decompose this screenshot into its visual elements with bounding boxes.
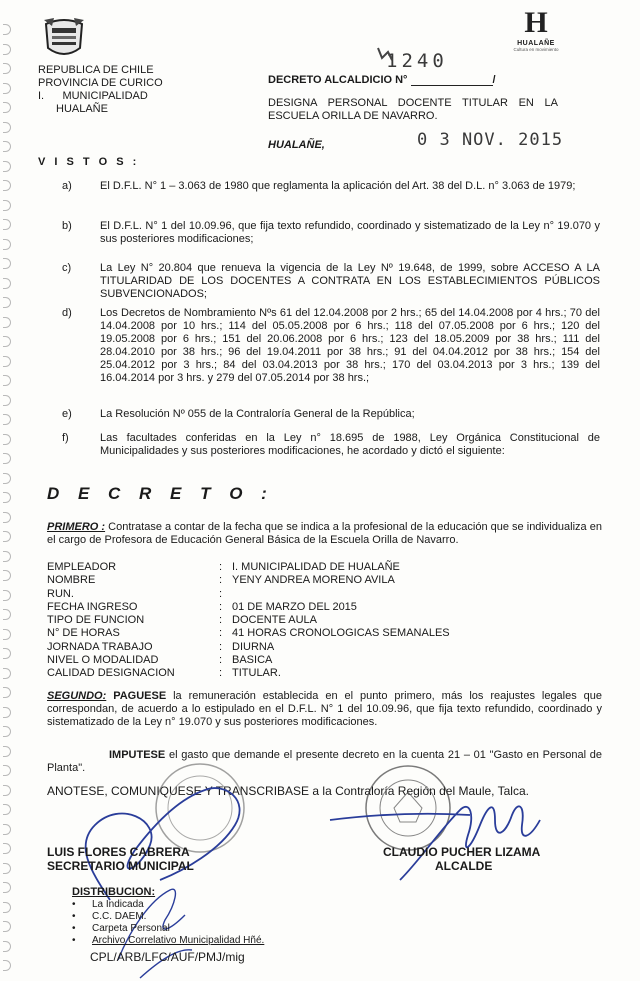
binder-hole <box>3 668 11 679</box>
detail-row: EMPLEADOR : I. MUNICIPALIDAD DE HUALAÑE <box>47 561 400 573</box>
detail-row: NIVEL O MODALIDAD : BASICA <box>47 654 273 667</box>
binder-holes <box>0 0 16 981</box>
binder-hole <box>3 219 11 230</box>
detail-key: TIPO DE FUNCION <box>47 614 145 627</box>
primero-text: Contratase a contar de la fecha que se indica a la profesional de la educación que se individualiza en el cargo de Profesora de Educación General Básica de la Escuela Orilla de Navarro. <box>47 521 602 546</box>
detail-key: JORNADA TRABAJO <box>47 640 153 653</box>
binder-hole <box>3 161 11 172</box>
binder-hole <box>3 902 11 913</box>
binder-hole <box>3 843 11 854</box>
detail-value: I. MUNICIPALIDAD DE HUALAÑE <box>232 561 400 573</box>
initials-line: CPL/ARB/LFC/AUF/PMJ/mig <box>90 950 245 964</box>
imputese-bold: IMPUTESE <box>109 749 166 761</box>
header-line: REPUBLICA DE CHILE <box>38 64 154 76</box>
binder-hole <box>3 44 11 55</box>
binder-hole <box>3 492 11 503</box>
header-line: PROVINCIA DE CURICO <box>38 77 163 89</box>
binder-hole <box>3 531 11 542</box>
segundo-label: SEGUNDO: <box>47 690 107 702</box>
item-letter: c) <box>62 262 72 274</box>
item-text: La Ley N° 20.804 que renueva la vigencia de la Ley Nº 19.648, de 1999, sobre ACCESO A LA TITULARIDAD DE LOS DOCENTES A CONTRATA EN LOS ESTABLECIMIENTOS PÚBLICOS SUBVENCIONADOS; <box>100 262 600 300</box>
binder-hole <box>3 278 11 289</box>
distribution-heading: DISTRIBUCION: <box>72 886 156 898</box>
binder-hole <box>3 629 11 640</box>
binder-hole <box>3 297 11 308</box>
left-signatory-title: SECRETARIO MUNICIPAL <box>47 859 194 873</box>
imputese-text: el gasto que demande el presente decreto en la cuenta 21 – 01 "Gasto en Personal de Planta". <box>47 749 602 774</box>
logo-letter: H <box>524 6 548 39</box>
distribution-item: • La Indicada <box>72 899 264 911</box>
item-letter: d) <box>62 307 72 319</box>
logo-tagline: Cultura en movimiento <box>513 47 559 52</box>
binder-hole <box>3 551 11 562</box>
binder-hole <box>3 414 11 425</box>
decree-subject: DESIGNA PERSONAL DOCENTE TITULAR EN LA ESCUELA ORILLA DE NAVARRO. <box>268 97 558 122</box>
binder-hole <box>3 746 11 757</box>
binder-hole <box>3 765 11 776</box>
binder-hole <box>3 609 11 620</box>
binder-hole <box>3 882 11 893</box>
binder-hole <box>3 707 11 718</box>
imputese-paragraph <box>47 749 602 775</box>
detail-value: YENY ANDREA MORENO AVILA <box>232 574 395 587</box>
detail-key: N° DE HORAS <box>47 627 120 640</box>
item-letter: f) <box>62 432 69 444</box>
detail-row: JORNADA TRABAJO : DIURNA <box>47 640 275 653</box>
left-signatory <box>47 845 194 873</box>
item-text: El D.F.L. N° 1 del 10.09.96, que fija texto refundido, coordinado y sistematizado de la Ley n° 19.070 y sus posteriores modificaciones; <box>100 220 600 245</box>
decree-label: DECRETO ALCALDICIO N° <box>268 74 408 86</box>
distribution-item: • C.C. DAEM. <box>72 911 264 923</box>
binder-hole <box>3 375 11 386</box>
item-text: La Resolución Nº 055 de la Contraloría General de la República; <box>100 408 415 420</box>
detail-key: NIVEL O MODALIDAD <box>47 654 159 667</box>
hualane-logo <box>512 8 560 52</box>
decree-number-blank <box>411 75 493 86</box>
binder-hole <box>3 512 11 523</box>
right-signatory-title: ALCALDE <box>435 859 493 873</box>
left-signatory-name: LUIS FLORES CABRERA <box>47 845 190 859</box>
binder-hole <box>3 83 11 94</box>
detail-value: 01 DE MARZO DEL 2015 <box>232 600 357 613</box>
item-letter: b) <box>62 220 72 232</box>
item-letter: a) <box>62 180 72 192</box>
binder-hole <box>3 258 11 269</box>
municipal-crest-logo <box>40 14 88 62</box>
binder-hole <box>3 63 11 74</box>
anotese-line: ANOTESE, COMUNIQUESE Y TRANSCRIBASE a la Contraloría Región del Maule, Talca. <box>47 784 529 798</box>
binder-hole <box>3 180 11 191</box>
detail-key: RUN. <box>47 587 74 600</box>
detail-row: NOMBRE : YENY ANDREA MORENO AVILA <box>47 574 395 587</box>
binder-hole <box>3 687 11 698</box>
binder-hole <box>3 785 11 796</box>
binder-hole <box>3 317 11 328</box>
binder-hole <box>3 726 11 737</box>
binder-hole <box>3 453 11 464</box>
logo-name: HUALAÑE <box>517 40 555 47</box>
decree-date-stamp: 0 3 NOV. 2015 <box>417 130 564 150</box>
binder-hole <box>3 804 11 815</box>
segundo-text: la remuneración establecida en el punto primero, más los reajustes legales que correspondan, de acuerdo a lo estipulado en el D.F.L. N° 1 del 10.09.96, que fija texto refundido, coordinado y sistematizado de la Ley n° 19.070 y sus posteriores modificaciones. <box>47 690 603 728</box>
right-seal-stamp <box>366 766 450 850</box>
binder-hole <box>3 200 11 211</box>
detail-row: CALIDAD DESIGNACION : TITULAR. <box>47 667 281 680</box>
binder-hole <box>3 122 11 133</box>
detail-value: TITULAR. <box>232 667 281 680</box>
detail-row: RUN. : <box>47 587 223 600</box>
detail-row: TIPO DE FUNCION : DOCENTE AULA <box>47 614 317 627</box>
detail-value: BASICA <box>232 654 273 667</box>
binder-hole <box>3 941 11 952</box>
binder-hole <box>3 863 11 874</box>
binder-hole <box>3 24 11 35</box>
distribution-item: • Carpeta Personal <box>72 923 264 935</box>
detail-row: FECHA INGRESO : 01 DE MARZO DEL 2015 <box>47 600 357 613</box>
binder-hole <box>3 960 11 971</box>
primero-paragraph <box>47 521 602 547</box>
detail-key: CALIDAD DESIGNACION <box>47 667 175 680</box>
binder-hole <box>3 434 11 445</box>
decreto-heading: D E C R E T O : <box>47 484 274 503</box>
employee-details <box>47 561 507 681</box>
vistos-heading: V I S T O S : <box>38 156 140 168</box>
distribution-list <box>72 899 264 947</box>
decree-place: HUALAÑE, <box>268 139 325 151</box>
detail-value: DOCENTE AULA <box>232 614 317 627</box>
binder-hole <box>3 921 11 932</box>
decree-number-stamp: 1240 <box>386 50 448 72</box>
binder-hole <box>3 336 11 347</box>
header-line: HUALAÑE <box>56 103 108 115</box>
binder-hole <box>3 824 11 835</box>
binder-hole <box>3 590 11 601</box>
binder-hole <box>3 356 11 367</box>
item-text: El D.F.L. N° 1 – 3.063 de 1980 que reglamenta la aplicación del Art. 38 del D.L. n° 3.063 de 1979; <box>100 180 576 192</box>
header-institution <box>38 64 163 116</box>
binder-hole <box>3 473 11 484</box>
distribution-item: • Archivo Correlativo Municipalidad Hñé. <box>72 935 264 947</box>
detail-value: DIURNA <box>232 640 275 653</box>
segundo-bold: PAGUESE <box>106 690 167 702</box>
binder-hole <box>3 570 11 581</box>
primero-label: PRIMERO : <box>47 521 106 533</box>
binder-hole <box>3 102 11 113</box>
header-line: I. MUNICIPALIDAD <box>38 90 148 102</box>
item-text: Las facultades conferidas en la Ley n° 18.695 de 1988, Ley Orgánica Constitucional de Municipalidades y sus posteriores modificaciones, he acordado y dictó el siguiente: <box>100 432 600 457</box>
right-signatory-name: CLAUDIO PUCHER LIZAMA <box>383 845 541 859</box>
detail-value: 41 HORAS CRONOLOGICAS SEMANALES <box>232 627 450 640</box>
binder-hole <box>3 239 11 250</box>
binder-hole <box>3 141 11 152</box>
left-seal-stamp <box>156 764 244 852</box>
binder-hole <box>3 395 11 406</box>
item-text: Los Decretos de Nombramiento Nºs 61 del 12.04.2008 por 2 hrs.; 65 del 14.04.2008 por 4 hrs.; 70 del 14.04.2008 por 10 hrs.; 114 del 05.05.2008 por 6 hrs.; 118 del 07.05.2008 por 6 hrs.; 120 del 19.05.2008 por 6 hrs.; 151 del 20.06.2008 por 6 hrs.; 123 del 18.05.2009 por 38 hrs.; 111 del 28.04.2010 por 38 hrs.; 96 del 19.04.2011 por 38 hrs.; 91 del 04.04.2012 por 38 hrs.; 154 del 25.04.2012 por 3 hrs.; 84 del 03.04.2013 por 38 hrs.; 170 del 03.04.2013 por 3 hrs.; 139 del 16.04.2014 por 3 hrs. y 279 del 07.05.2014 por 38 hrs.; <box>100 307 600 384</box>
binder-hole <box>3 648 11 659</box>
decree-number-line: DECRETO ALCALDICIO N° / <box>268 74 496 86</box>
detail-key: NOMBRE <box>47 574 96 587</box>
detail-row: N° DE HORAS : 41 HORAS CRONOLOGICAS SEMANALES <box>47 627 450 640</box>
detail-key: FECHA INGRESO <box>47 600 138 613</box>
right-signatory <box>383 845 540 873</box>
item-letter: e) <box>62 408 72 420</box>
segundo-paragraph <box>47 690 602 729</box>
detail-key: EMPLEADOR <box>47 561 117 573</box>
